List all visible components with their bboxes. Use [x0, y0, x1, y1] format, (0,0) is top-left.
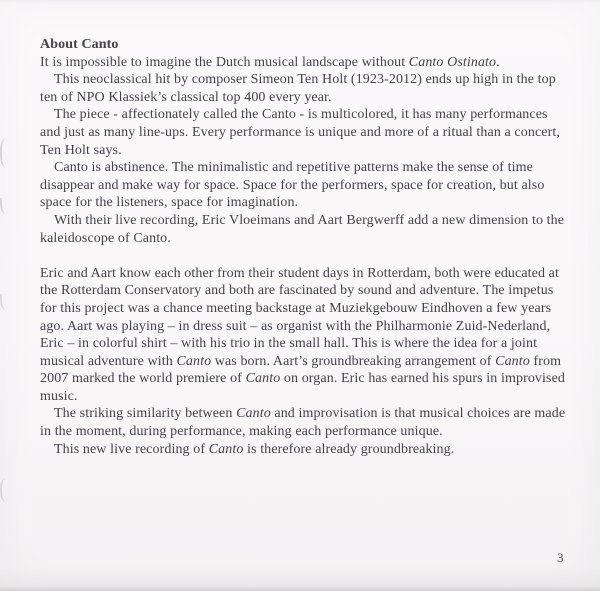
- paragraph: [40, 54, 568, 72]
- italic-text: Canto: [176, 353, 212, 369]
- scan-artifact: [0, 478, 7, 502]
- text-segment: on organ. Eric has earned his spurs in improvised music.: [40, 371, 565, 404]
- text-segment: .: [496, 54, 500, 70]
- italic-text: Canto: [208, 441, 244, 457]
- text-segment: Eric and Aart know each other from their student days in Rotterdam, both were educated at the Rotterdam Conservatory and both are fascinated by sound and adventure. The impetus for this project was a chance meeting backstage at Muziekgebouw Eindhoven a few years ago. Aart was playing – in dress suit – as organist with the Philharmonie Zuid-Nederland, Eric – in colorful shirt – with his trio in the small hall. This is where the idea for a joint musical adventure with: [40, 265, 559, 369]
- italic-text: Canto Ostinato: [408, 54, 497, 70]
- text-segment: The piece - affectionately called the Canto - is multicolored, it has many performances and just as many line-ups. Every performance is unique and more of a ritual than a concert, Ten Holt says.: [40, 107, 560, 158]
- page-number: 3: [557, 550, 564, 565]
- text-segment: Canto is abstinence. The minimalistic and repetitive patterns make the sense of time disappear and make way for space. Space for the performers, space for creation, but also space for the listeners, space for imagination.: [40, 160, 545, 211]
- italic-text: Canto: [495, 353, 530, 369]
- page-title: About Canto: [40, 37, 119, 52]
- text-segment: was born. Aart’s groundbreaking arrangement of: [211, 353, 496, 369]
- booklet-text: [40, 54, 568, 459]
- text-segment: This neoclassical hit by composer Simeon Ten Holt (1923-2012) ends up high in the top ten of NPO Klassiek’s classical top 400 every year.: [40, 72, 556, 105]
- text-segment: The striking similarity between: [54, 406, 237, 422]
- paragraph: [40, 106, 568, 159]
- text-segment: and improvisation is that musical choices are made in the moment, during performance, making each performance unique.: [40, 406, 566, 440]
- text-segment: It is impossible to imagine the Dutch musical landscape without: [40, 54, 409, 70]
- text-segment: With their live recording, Eric Vloeimans and Aart Bergwerff add a new dimension to the kaleidoscope of Canto.: [40, 212, 565, 246]
- booklet-content: [40, 36, 568, 458]
- paragraph: [40, 212, 568, 247]
- scan-edge-shade-bottom: [0, 586, 600, 591]
- paragraph: [40, 265, 568, 406]
- scan-artifact: [0, 294, 7, 310]
- scan-artifact: [0, 198, 7, 214]
- text-segment: This new live recording of: [54, 441, 209, 457]
- paragraph: [40, 441, 568, 459]
- text-block-2: [40, 265, 568, 459]
- italic-text: Canto: [236, 406, 271, 422]
- paragraph: [40, 71, 568, 106]
- scan-artifact: [0, 138, 7, 168]
- italic-text: Canto: [245, 371, 281, 387]
- text-block-1: [40, 54, 568, 248]
- text-segment: is therefore already groundbreaking.: [243, 441, 455, 457]
- scan-edge-shade-top: [0, 0, 600, 3]
- paragraph: [40, 159, 568, 212]
- text-segment: from 2007 marked the world premiere of: [40, 353, 562, 387]
- paragraph: [40, 405, 568, 440]
